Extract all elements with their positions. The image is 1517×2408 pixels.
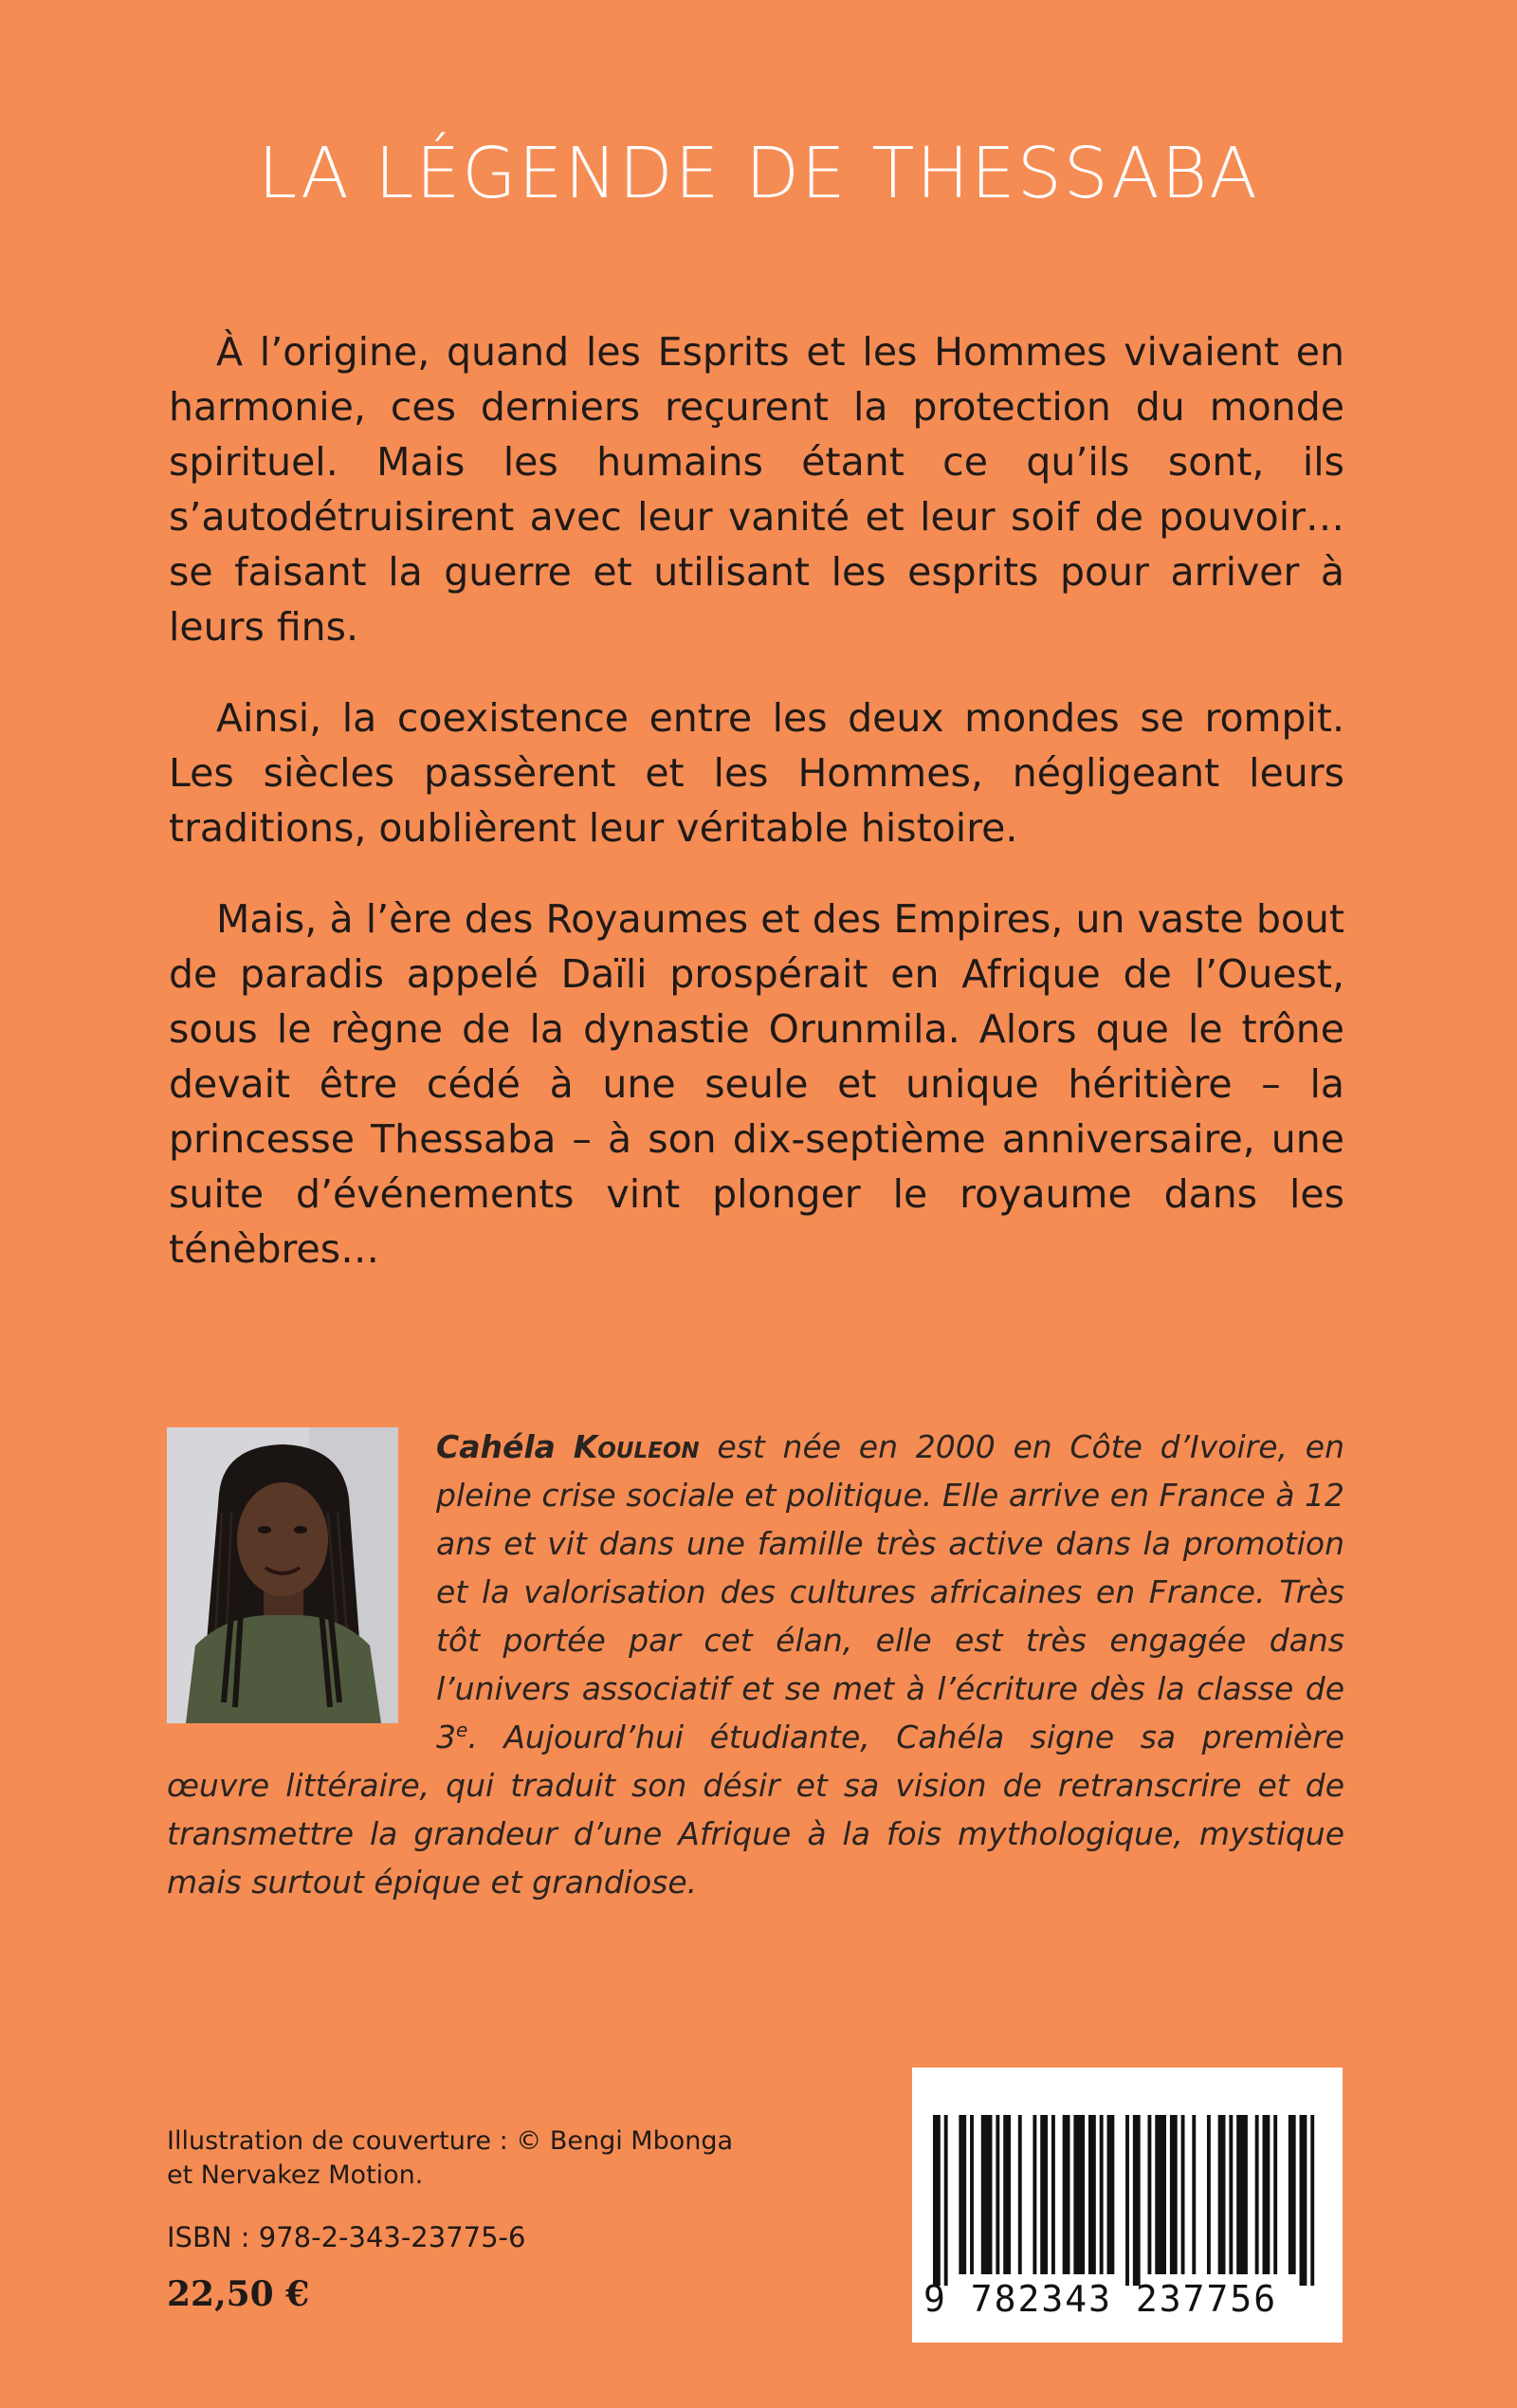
barcode-bar: [1033, 2115, 1036, 2274]
barcode-bar: [1289, 2115, 1296, 2274]
barcode-bars: [933, 2115, 1322, 2286]
barcode-bar: [981, 2115, 993, 2274]
barcode-bar: [1273, 2115, 1277, 2274]
barcode-bar: [1107, 2115, 1115, 2274]
bio-text-part2: . Aujourd’hui étudiante, Cahéla signe sa première œuvre littéraire, qui traduit son désir et sa vision de retranscrire et de transmettre la grandeur d’une Afrique à la fois mythologique, mystique mais surtout épique et grandiose.: [167, 1719, 1344, 1901]
barcode-bar: [933, 2115, 941, 2286]
barcode-digits: 9 782343 237756: [923, 2278, 1278, 2320]
bio-superscript: e: [456, 1719, 468, 1741]
barcode-bar: [1300, 2115, 1307, 2286]
author-last-name: Kouleon: [573, 1428, 700, 1465]
barcode-bar: [1018, 2115, 1022, 2274]
synopsis-paragraph: À l’origine, quand les Esprits et les Hommes vivaient en harmonie, ces derniers reçurent la protection du monde spirituel. Mais les humains étant ce qu’ils sont, ils s’autodétruisirent avec leur vanité et leur soif de pouvoir… se faisant la guerre et utilisant les esprits pour arriver à leurs fins.: [169, 329, 1344, 650]
barcode-bar: [1100, 2115, 1104, 2274]
bio-text-part1: est née en 2000 en Côte d’Ivoire, en pleine crise sociale et politique. Elle arrive en France à 12 ans et vit dans une famille très active dans la promotion et la valorisation des cultures africaines en France. Très tôt portée par cet élan, elle est très engagée dans l’univers associatif et se met à l’écriture dès la classe de 3: [436, 1428, 1344, 1755]
barcode-bar: [970, 2115, 974, 2274]
barcode-bar: [1170, 2115, 1178, 2274]
isbn: ISBN : 978-2-343-23775-6: [167, 2221, 526, 2253]
book-title: LA LÉGENDE DE THESSABA: [258, 133, 1259, 214]
barcode-bar: [1155, 2115, 1166, 2274]
barcode-bar: [1088, 2115, 1096, 2274]
synopsis-paragraph: Ainsi, la coexistence entre les deux mondes se rompit. Les siècles passèrent et les Hommes, négligeant leurs traditions, oublièrent leur véritable histoire.: [169, 695, 1344, 851]
barcode-bar: [1263, 2115, 1270, 2274]
cover-credits: [167, 2124, 774, 2193]
barcode-bar: [944, 2115, 948, 2286]
author-first-name: Cahéla: [436, 1428, 556, 1465]
barcode-bar: [1063, 2115, 1070, 2274]
barcode-bar: [1147, 2115, 1151, 2274]
barcode-bar: [1310, 2115, 1314, 2286]
author-bio: [167, 1423, 1344, 1906]
photo-spacer: [167, 1423, 398, 1724]
synopsis: [169, 324, 1344, 1313]
barcode-bar: [996, 2115, 999, 2274]
synopsis-paragraph: Mais, à l’ère des Royaumes et des Empires, un vaste bout de paradis appelé Daïli prospérait en Afrique de l’Ouest, sous le règne de la dynastie Orunmila. Alors que le trône devait être cédé à une seule et unique héritière – la princesse Thessaba – à son dix-septième anniversaire, une suite d’événements vint plonger le royaume dans les ténèbres…: [169, 896, 1344, 1272]
price: 22,50 €: [167, 2274, 310, 2314]
barcode-bar: [1218, 2115, 1226, 2274]
barcode-bar: [1051, 2115, 1055, 2274]
credits-line-1: Illustration de couverture : © Bengi Mbonga: [167, 2126, 734, 2156]
barcode-bar: [1003, 2115, 1011, 2274]
barcode-bar: [959, 2115, 966, 2274]
barcode-bar: [1207, 2115, 1211, 2274]
credits-line-2: et Nervakez Motion.: [167, 2160, 424, 2190]
barcode-bar: [1236, 2115, 1248, 2274]
barcode-panel: [912, 2068, 1343, 2343]
barcode-bar: [1181, 2115, 1185, 2274]
barcode-bar: [1255, 2115, 1259, 2274]
barcode-bar: [1133, 2115, 1141, 2286]
barcode-bar: [1125, 2115, 1129, 2286]
barcode-bar: [1073, 2115, 1085, 2274]
barcode-bar: [1040, 2115, 1048, 2274]
barcode-bar: [1229, 2115, 1233, 2274]
barcode-bar: [1192, 2115, 1196, 2274]
